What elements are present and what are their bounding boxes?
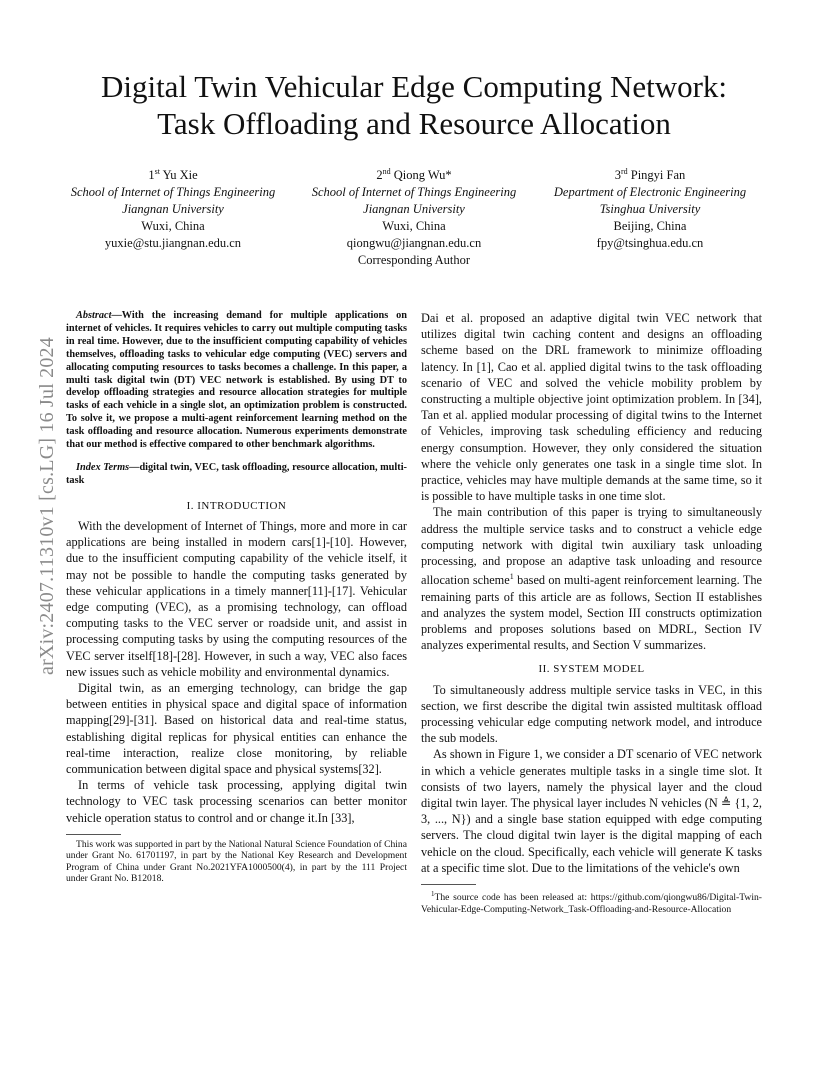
index-terms-label: Index Terms xyxy=(76,461,130,473)
title-line-2: Task Offloading and Resource Allocation xyxy=(157,106,671,141)
author-name: Qiong Wu* xyxy=(393,168,452,183)
abstract xyxy=(66,310,407,452)
author-email: qiongwu@jiangnan.edu.cn xyxy=(346,236,482,251)
arxiv-side-stamp: arXiv:2407.11310v1 [cs.LG] 16 Jul 2024 xyxy=(36,337,58,675)
abstract-label: Abstract xyxy=(76,310,112,321)
index-terms-text: —digital twin, VEC, task offloading, resource allocation, multi-task xyxy=(66,461,407,486)
footnote-rule xyxy=(66,834,121,835)
author-city: Beijing, China xyxy=(613,219,687,234)
intro-paragraph-1: With the development of Internet of Things, more and more in car applications are being installed in modern cars[1]-[10]. However, due to the insufficient computing capability of the vehicle itself, it may not be possible to handle the computing tasks generated by these vehicular applications in a timely manner[11]-[17]. Vehicular edge computing (VEC), as a promising technology, can offload computing tasks to the VEC server or roadside unit, and assist in processing computing tasks by using the computing resources of the VEC server itself[18]-[28]. However, in such a way, VEC also faces new issues such as vehicle mobility and environmental dynamics. xyxy=(66,518,407,679)
contribution-text-cont: based on multi-agent reinforcement learning. The remaining parts of this article are as follows, Section II establishes and analyzes the system model, Section III constructs optimization problems and proposes solutions based on MDRL, Section IV analyzes experimental results, and Section V summarizes. xyxy=(421,573,762,653)
author-dept: School of Internet of Things Engineering xyxy=(311,185,517,200)
author-block-2 xyxy=(289,163,539,269)
author-note: Corresponding Author xyxy=(357,253,471,268)
author-ordinal-suffix: nd xyxy=(382,167,391,176)
author-name: Pingyi Fan xyxy=(630,168,686,183)
author-ordinal-suffix: rd xyxy=(620,167,628,176)
author-email: yuxie@stu.jiangnan.edu.cn xyxy=(104,236,242,251)
contribution-text: The main contribution of this paper is trying to simultaneously address the multiple service tasks and to construct a vehicle edge computing network with digital twin auxiliary task unloading processing, and propose an adaptive task unloading and resource allocation scheme xyxy=(421,505,762,588)
author-block-3 xyxy=(525,163,775,252)
index-terms xyxy=(66,462,407,488)
intro-paragraph-2: Digital twin, as an emerging technology, can bridge the gap between entities in physical space and digital space of information mapping[29]-[31]. Based on historical data and real-time status, establishing digital replicas for physical entities can enhance the real-time interaction, realize close monitoring, by reliable communication between digital space and physical systems[32]. xyxy=(66,681,407,777)
author-city: Wuxi, China xyxy=(141,219,205,234)
author-ordinal: 3 xyxy=(614,168,621,183)
author-dept: Department of Electronic Engineering xyxy=(553,185,747,200)
title-line-1: Digital Twin Vehicular Edge Computing Network: xyxy=(100,69,728,104)
author-email: fpy@tsinghua.edu.cn xyxy=(596,236,704,251)
right-paragraph-2 xyxy=(421,504,762,653)
intro-paragraph-3: In terms of vehicle task processing, applying digital twin technology to VEC task processing scenarios can better monitor vehicle operation status to control and or change it.In [33], xyxy=(66,778,407,825)
footnote-number: 1 xyxy=(431,890,435,898)
system-paragraph-1: To simultaneously address multiple service tasks in VEC, in this section, we first describe the digital twin assisted multitask offload processing vehicular edge computing network model, and introduce the sub models. xyxy=(421,682,762,746)
source-code-footnote xyxy=(421,889,762,915)
section-heading-introduction: I. INTRODUCTION xyxy=(186,499,287,512)
author-city: Wuxi, China xyxy=(382,219,446,234)
author-univ: Jiangnan University xyxy=(122,202,224,217)
right-paragraph-1: Dai et al. proposed an adaptive digital twin VEC network that utilizes digital twin caching content and designs an offloading scheme based on the DRL framework to minimize offloading latency. In [1], Cao et al. applied digital twins to the task offloading scenario of VEC and solved the vehicle mobility problem by constructing a multiple objective joint optimization problem. In [34], Tan et al. applied modular processing of digital twins to the Internet of Vehicles, improving task scheduling efficiency and reducing energy consumption. However, they only considered the situation where the vehicle only generates one task in a single time slot. In practice, vehicles may have multiple demands at the same time, so it is possible to have multiple tasks in one time slot. xyxy=(421,311,762,504)
footnote-marker: 1 xyxy=(509,572,514,582)
right-column xyxy=(421,310,762,915)
author-univ: Jiangnan University xyxy=(363,202,465,217)
funding-footnote: This work was supported in part by the National Natural Science Foundation of China under Grant No. 61701197, in part by the National Key Research and Development Program of China under Grant No.2021YFA1000500(4), in part by the 111 Project under Grant No. B12018. xyxy=(66,838,407,885)
author-name: Yu Xie xyxy=(162,168,198,183)
abstract-text: —With the increasing demand for multiple applications on internet of vehicles. It requires vehicles to carry out multiple computing tasks in real time. However, due to the insufficient computing capability of vehicles themselves, offloading tasks to vehicular edge computing (VEC) servers and allocating computing resources to tasks becomes a challenge. In this paper, a multi task digital twin (DT) VEC network is established. By using DT to develop offloading strategies and resource allocation strategies for multiple tasks of each vehicle in a single slot, an optimization problem is constructed. To solve it, we propose a multi-agent reinforcement learning method on the task offloading and resource allocation. Numerous experiments demonstrate that our method is effective compared to other benchmark algorithms. xyxy=(66,310,407,451)
author-ordinal-suffix: st xyxy=(154,167,160,176)
footnote-rule xyxy=(421,884,476,885)
author-ordinal: 1 xyxy=(148,168,155,183)
author-ordinal: 2 xyxy=(376,168,383,183)
section-heading-system-model: II. SYSTEM MODEL xyxy=(538,663,645,676)
left-column xyxy=(66,310,407,884)
source-code-note: The source code has been released at: https://github.com/qiongwu86/Digital-Twin-Vehicular-Edge-Computing-Network_Task-Offloading-and-Resource-Allocation xyxy=(421,892,762,915)
author-block-1 xyxy=(48,163,298,252)
system-paragraph-2: As shown in Figure 1, we consider a DT scenario of VEC network in which a vehicle generates multiple tasks in a single time slot. It consists of two layers, namely the physical layer and the cloud digital twin layer. The physical layer includes N vehicles (N ≜ {1, 2, 3, ..., N}) and a single base station equipped with edge computing servers. The cloud digital twin layer is the digital mapping of each vehicle on the cloud. Specifically, each vehicle will generate K tasks at a specific time slot. Due to the limitations of the vehicle's own xyxy=(421,747,762,875)
paper-title xyxy=(40,68,788,142)
author-univ: Tsinghua University xyxy=(599,202,701,217)
author-dept: School of Internet of Things Engineering xyxy=(70,185,276,200)
